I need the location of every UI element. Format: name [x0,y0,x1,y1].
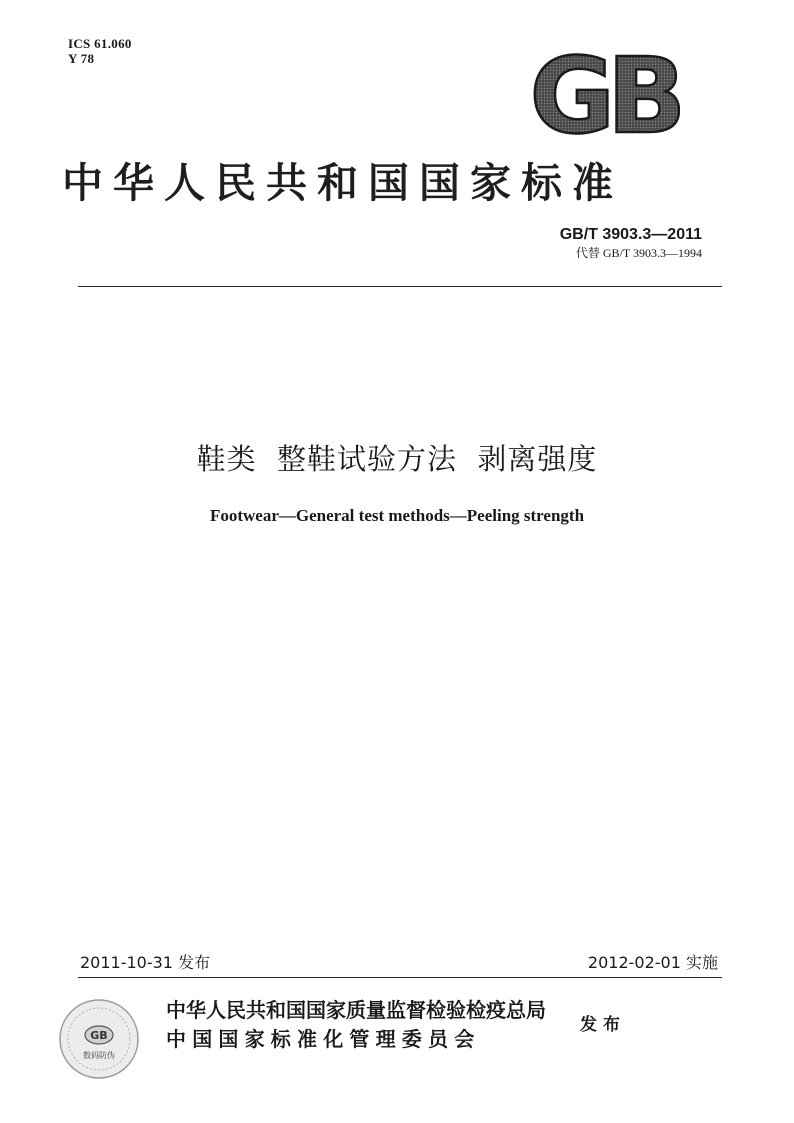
issuer-sac: 中国国家标准化管理委员会 [166,1027,481,1051]
svg-text:GB: GB [90,1029,108,1042]
replaces-standard: 代替 GB/T 3903.3—1994 [575,246,702,260]
seal-label: 数码防伪 [83,1051,115,1060]
standard-number: GB/T 3903.3—2011 [559,226,702,243]
gb-logo-text: GB [529,48,679,144]
standard-number-block [560,226,702,262]
issue-label: 发布 [580,1015,626,1035]
classification-codes [68,36,132,66]
implementation-date: 2012-02-01 实施 [587,953,718,972]
publish-date: 2011-10-31 发布 [80,953,211,972]
anti-counterfeit-seal [58,998,140,1080]
document-title-chinese: 鞋类 整鞋试验方法 剥离强度 [196,442,598,476]
ccs-code: Y 78 [68,51,95,66]
issuing-authorities [166,996,546,1054]
document-title-english: Footwear—General test methods—Peeling strength [209,506,585,525]
ics-code: ICS 61.060 [68,36,132,51]
issuer-aqsiq: 中华人民共和国国家质量监督检验检疫总局 [166,998,546,1022]
gb-logo [528,48,680,144]
standard-category-title: 中华人民共和国国家标准 [62,159,623,207]
footer-divider [78,977,722,978]
header-divider [78,286,722,287]
